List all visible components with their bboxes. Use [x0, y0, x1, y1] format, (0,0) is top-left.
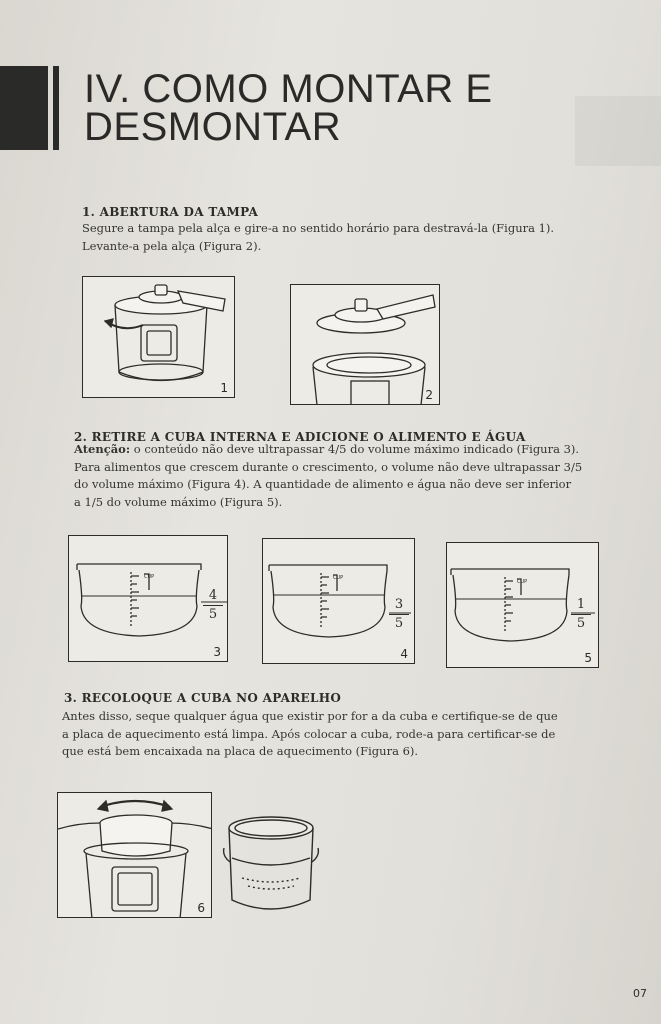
figure-2-number: 2: [425, 388, 433, 402]
fraction-numerator: 4: [208, 588, 218, 603]
figure-1-lid-twist: [82, 276, 235, 398]
fraction-numerator: 3: [394, 597, 404, 612]
section-2-line-1: o conteúdo não deve ultrapassar 4/5 do volume máximo indicado (Figura 3).: [130, 442, 580, 456]
section-3-line-2: a placa de aquecimento está limpa. Após colocar a cuba, rode-a para certificar-se de: [62, 726, 556, 741]
figure-5-min-one-fifth: [446, 542, 599, 668]
title-accent-bar: [0, 66, 48, 150]
section-1-line-2: Levante-a pela alça (Figura 2).: [82, 238, 262, 253]
section-3-heading: 3. RECOLOQUE A CUBA NO APARELHO: [64, 691, 342, 705]
section-3-text: [62, 708, 616, 761]
cup-marker-label: CUP: [144, 574, 155, 580]
section-2-line-3: do volume máximo (Figura 4). A quantidade de alimento e água não deve ser inferior: [74, 477, 572, 491]
fraction-denominator: 5: [394, 616, 404, 631]
attention-label: Atenção:: [74, 442, 131, 456]
section-3-line-3: que está bem encaixada na placa de aquecimento (Figura 6).: [62, 744, 419, 758]
title-accent-stripe: [53, 66, 59, 150]
figure-2-lid-lift: [290, 284, 440, 405]
pot-rotation-illustration: [58, 793, 212, 918]
fraction-four-fifths: [203, 588, 223, 623]
cup-marker-label: CUP: [333, 575, 344, 581]
section-1-line-1: Segure a tampa pela alça e gire-a no sentido horário para destravá-la (Figura 1).: [82, 221, 555, 235]
section-1-heading: 1. ABERTURA DA TAMPA: [82, 205, 259, 219]
figure-1-number: 1: [220, 381, 228, 395]
figure-6-number: 6: [197, 901, 205, 915]
background-shadow: [575, 96, 661, 166]
fraction-numerator: 1: [576, 597, 586, 612]
figure-4-number: 4: [400, 647, 408, 661]
figure-3-number: 3: [213, 645, 221, 659]
inner-pot-drawing: [222, 812, 320, 922]
page-title-line-2: DESMONTAR: [84, 105, 342, 149]
figure-4-max-three-fifths: [262, 538, 415, 664]
section-2-line-2: Para alimentos que crescem durante o crescimento, o volume não deve ultrapassar 3/5: [74, 459, 583, 474]
pressure-cooker-open-illustration: [291, 285, 440, 405]
section-2-text: [74, 441, 614, 511]
page-number: 07: [633, 987, 647, 1000]
figure-6-place-pot: [57, 792, 212, 918]
figure-5-number: 5: [584, 651, 592, 665]
page-title-line-1: IV. COMO MONTAR E: [84, 67, 493, 111]
fraction-three-fifths: [389, 597, 409, 632]
fraction-denominator: 5: [208, 607, 218, 622]
cup-marker-label: CUP: [517, 579, 528, 585]
pressure-cooker-lid-illustration: [83, 277, 235, 398]
figure-3-max-four-fifths: [68, 535, 228, 662]
fraction-denominator: 5: [576, 616, 586, 631]
section-2-heading: 2. RETIRE A CUBA INTERNA E ADICIONE O ALIMENTO E ÁGUA: [74, 430, 526, 444]
section-3-line-1: Antes disso, seque qualquer água que existir por for a da cuba e certifique-se de que: [62, 709, 558, 723]
fraction-one-fifth: [571, 597, 591, 632]
section-1-text: [82, 220, 610, 255]
section-2-line-4: a 1/5 do volume máximo (Figura 5).: [74, 494, 283, 509]
page-title: [84, 67, 493, 149]
